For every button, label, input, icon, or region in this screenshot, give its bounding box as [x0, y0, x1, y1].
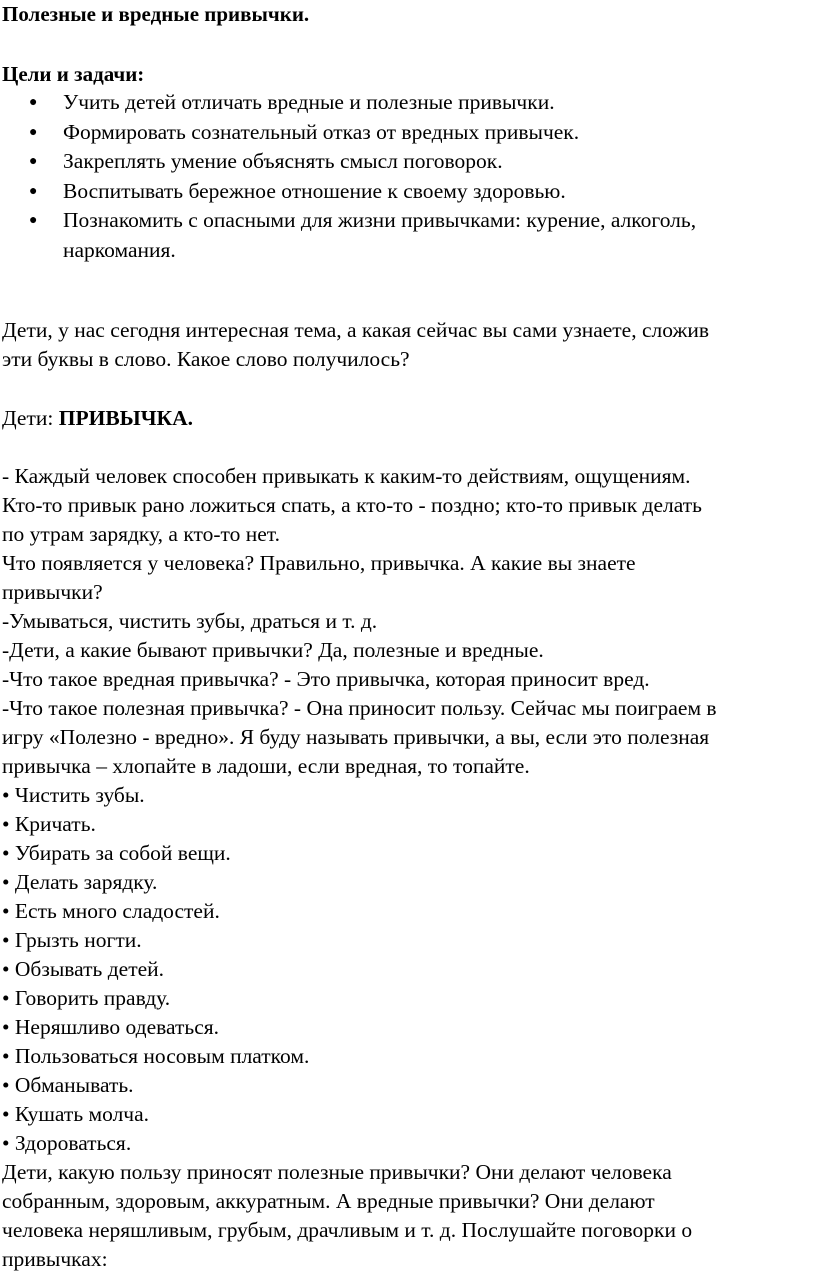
text-line: по утрам зарядку, а кто-то нет. — [2, 522, 280, 546]
answer-prefix: Дети: — [2, 406, 59, 430]
habit-item: • Обманывать. — [2, 1073, 134, 1097]
text-line: человека неряшливым, грубым, драчливым и т. д. Послушайте поговорки о — [2, 1218, 693, 1242]
habit-item: • Пользоваться носовым платком. — [2, 1044, 310, 1068]
habit-item: • Говорить правду. — [2, 986, 171, 1010]
text-line: - Каждый человек способен привыкать к каким-то действиям, ощущениям. — [2, 464, 691, 488]
goals-heading: Цели и задачи: — [2, 62, 145, 86]
goal-item: ● Закреплять умение объяснять смысл поговорок. — [0, 147, 816, 177]
text-line: Дети, у нас сегодня интересная тема, а какая сейчас вы сами узнаете, сложив — [2, 318, 709, 342]
text-line: привычках: — [2, 1247, 108, 1271]
goals-list — [0, 88, 816, 265]
habit-item: • Есть много сладостей. — [2, 899, 220, 923]
habit-item: • Кричать. — [2, 812, 96, 836]
bullet-icon: ● — [29, 124, 38, 140]
habit-item: • Неряшливо одеваться. — [2, 1015, 220, 1039]
text-line: Дети, какую пользу приносят полезные привычки? Они делают человека — [2, 1160, 672, 1184]
text-line: -Что такое вредная привычка? - Это привычка, которая приносит вред. — [2, 667, 650, 691]
habit-item: • Чистить зубы. — [2, 783, 145, 807]
bullet-icon: ● — [29, 183, 38, 199]
text-line: -Что такое полезная привычка? - Она приносит пользу. Сейчас мы поиграем в — [2, 696, 717, 720]
habit-item: • Здороваться. — [2, 1131, 132, 1155]
habit-item: • Обзывать детей. — [2, 957, 165, 981]
answer-word: ПРИВЫЧКА. — [58, 406, 194, 430]
habit-item: • Грызть ногти. — [2, 928, 142, 952]
text-line: привычка – хлопайте в ладоши, если вредная, то топайте. — [2, 754, 530, 778]
bullet-icon: ● — [29, 154, 38, 169]
text-line: собранным, здоровым, аккуратным. А вредные привычки? Они делают — [2, 1189, 655, 1213]
answer-paragraph — [2, 404, 810, 433]
bullet-icon: ● — [29, 95, 38, 110]
document-title: Полезные и вредные привычки. — [2, 2, 310, 26]
text-line: -Умываться, чистить зубы, драться и т. д. — [2, 609, 378, 633]
goal-item: ● Воспитывать бережное отношение к своему здоровью. — [0, 177, 816, 207]
text-line: игру «Полезно - вредно». Я буду называть привычки, а вы, если это полезная — [2, 725, 710, 749]
text-line: Кто-то привык рано ложиться спать, а кто-то - поздно; кто-то привык делать — [2, 493, 702, 517]
habit-item: • Делать зарядку. — [2, 870, 158, 894]
habit-item: • Кушать молча. — [2, 1102, 150, 1126]
text-line: Что появляется у человека? Правильно, привычка. А какие вы знаете — [2, 551, 636, 575]
goal-item: ● Познакомить с опасными для жизни привычками: курение, алкоголь, наркомания. — [29, 208, 697, 262]
text-line: привычки? — [2, 580, 103, 604]
text-line: -Дети, а какие бывают привычки? Да, полезные и вредные. — [2, 638, 544, 662]
habit-item: • Убирать за собой вещи. — [2, 841, 231, 865]
main-text — [2, 462, 810, 1274]
intro-paragraph — [2, 316, 810, 374]
goal-item: ● Учить детей отличать вредные и полезные привычки. — [0, 88, 816, 118]
text-line: эти буквы в слово. Какое слово получилось? — [2, 347, 410, 371]
bullet-icon: ● — [29, 213, 38, 228]
goal-item: ● Формировать сознательный отказ от вредных привычек. — [0, 118, 816, 148]
